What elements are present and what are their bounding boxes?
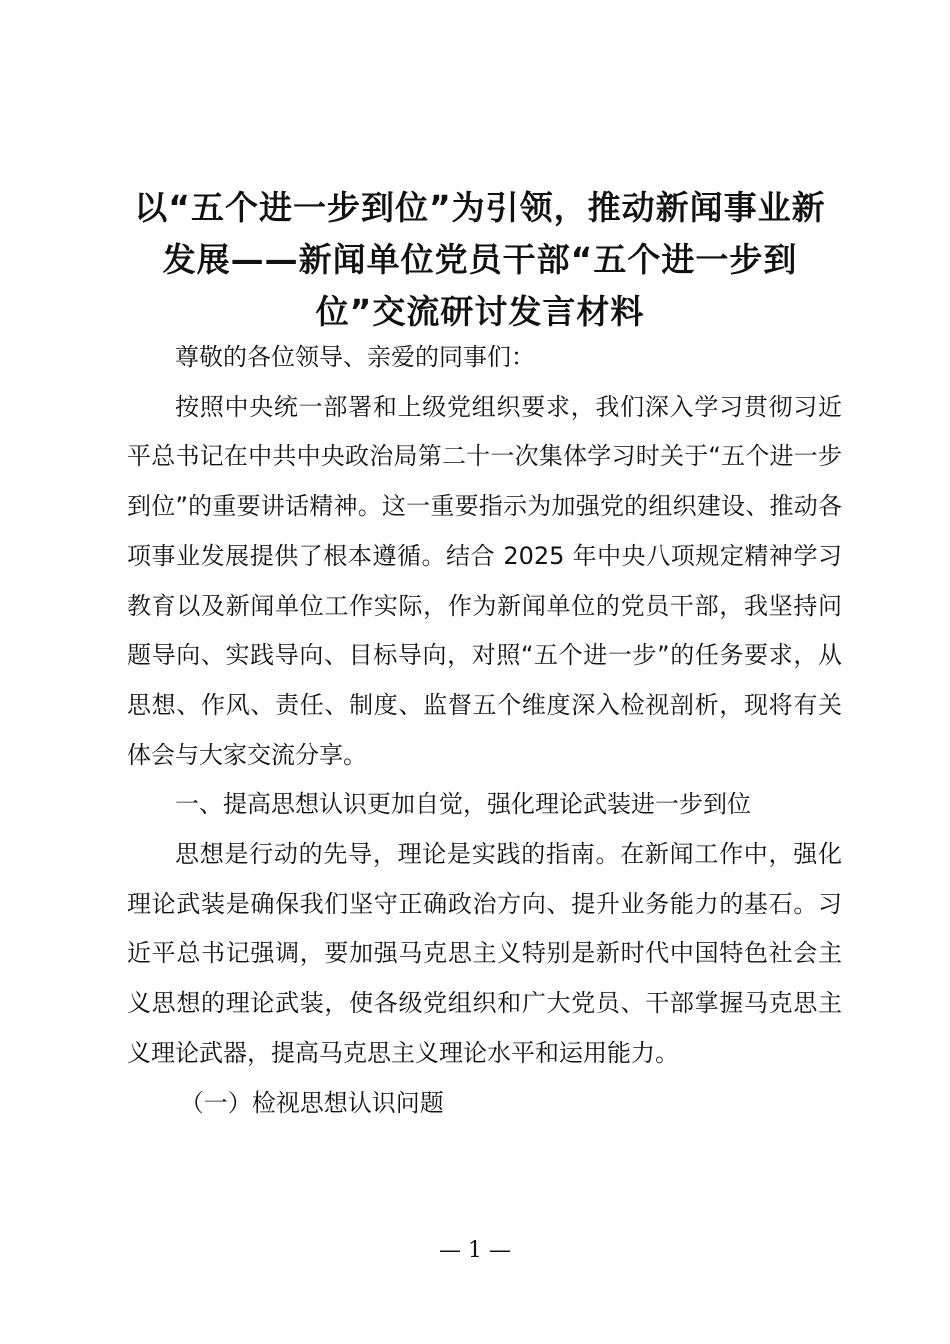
page-number: — 1 — <box>439 1238 511 1263</box>
document-body <box>127 333 842 1128</box>
subsection-heading: （一）检视思想认识问题 <box>179 1088 444 1117</box>
greeting: 尊敬的各位领导、亲爱的同事们： <box>175 343 535 371</box>
section-heading: 一、提高思想认识更加自觉，强化理论武装进一步到位 <box>175 790 751 819</box>
section-paragraph: 思想是行动的先导，理论是实践的指南。在新闻工作中，强化理论武装是确保我们坚守正确政治方向、提升业务能力的基石。习近平总书记强调，要加强马克思主义特别是新时代中国特色社会主义思想的理论武装，使各级党组织和广大党员、干部掌握马克思主义理论武器，提高马克思主义理论水平和运用能力。 <box>127 840 842 1067</box>
intro-paragraph: 按照中央统一部署和上级党组织要求，我们深入学习贯彻习近平总书记在中共中央政治局第二十一次集体学习时关于“五个进一步到位”的重要讲话精神。这一重要指示为加强党的组织建设、推动各项事业发展提供了根本遵循。结合 2025 年中央八项规定精神学习教育以及新闻单位工作实际，作为新闻单位的党员干部，我坚持问题导向、实践导向、目标导向，对照“五个进一步”的任务要求，从思想、作风、责任、制度、监督五个维度深入检视剖析，现将有关体会与大家交流分享。 <box>127 392 842 769</box>
document-title: 以“五个进一步到位”为引领，推动新闻事业新发展——新闻单位党员干部“五个进一步到位”交流研讨发言材料 <box>134 188 826 331</box>
